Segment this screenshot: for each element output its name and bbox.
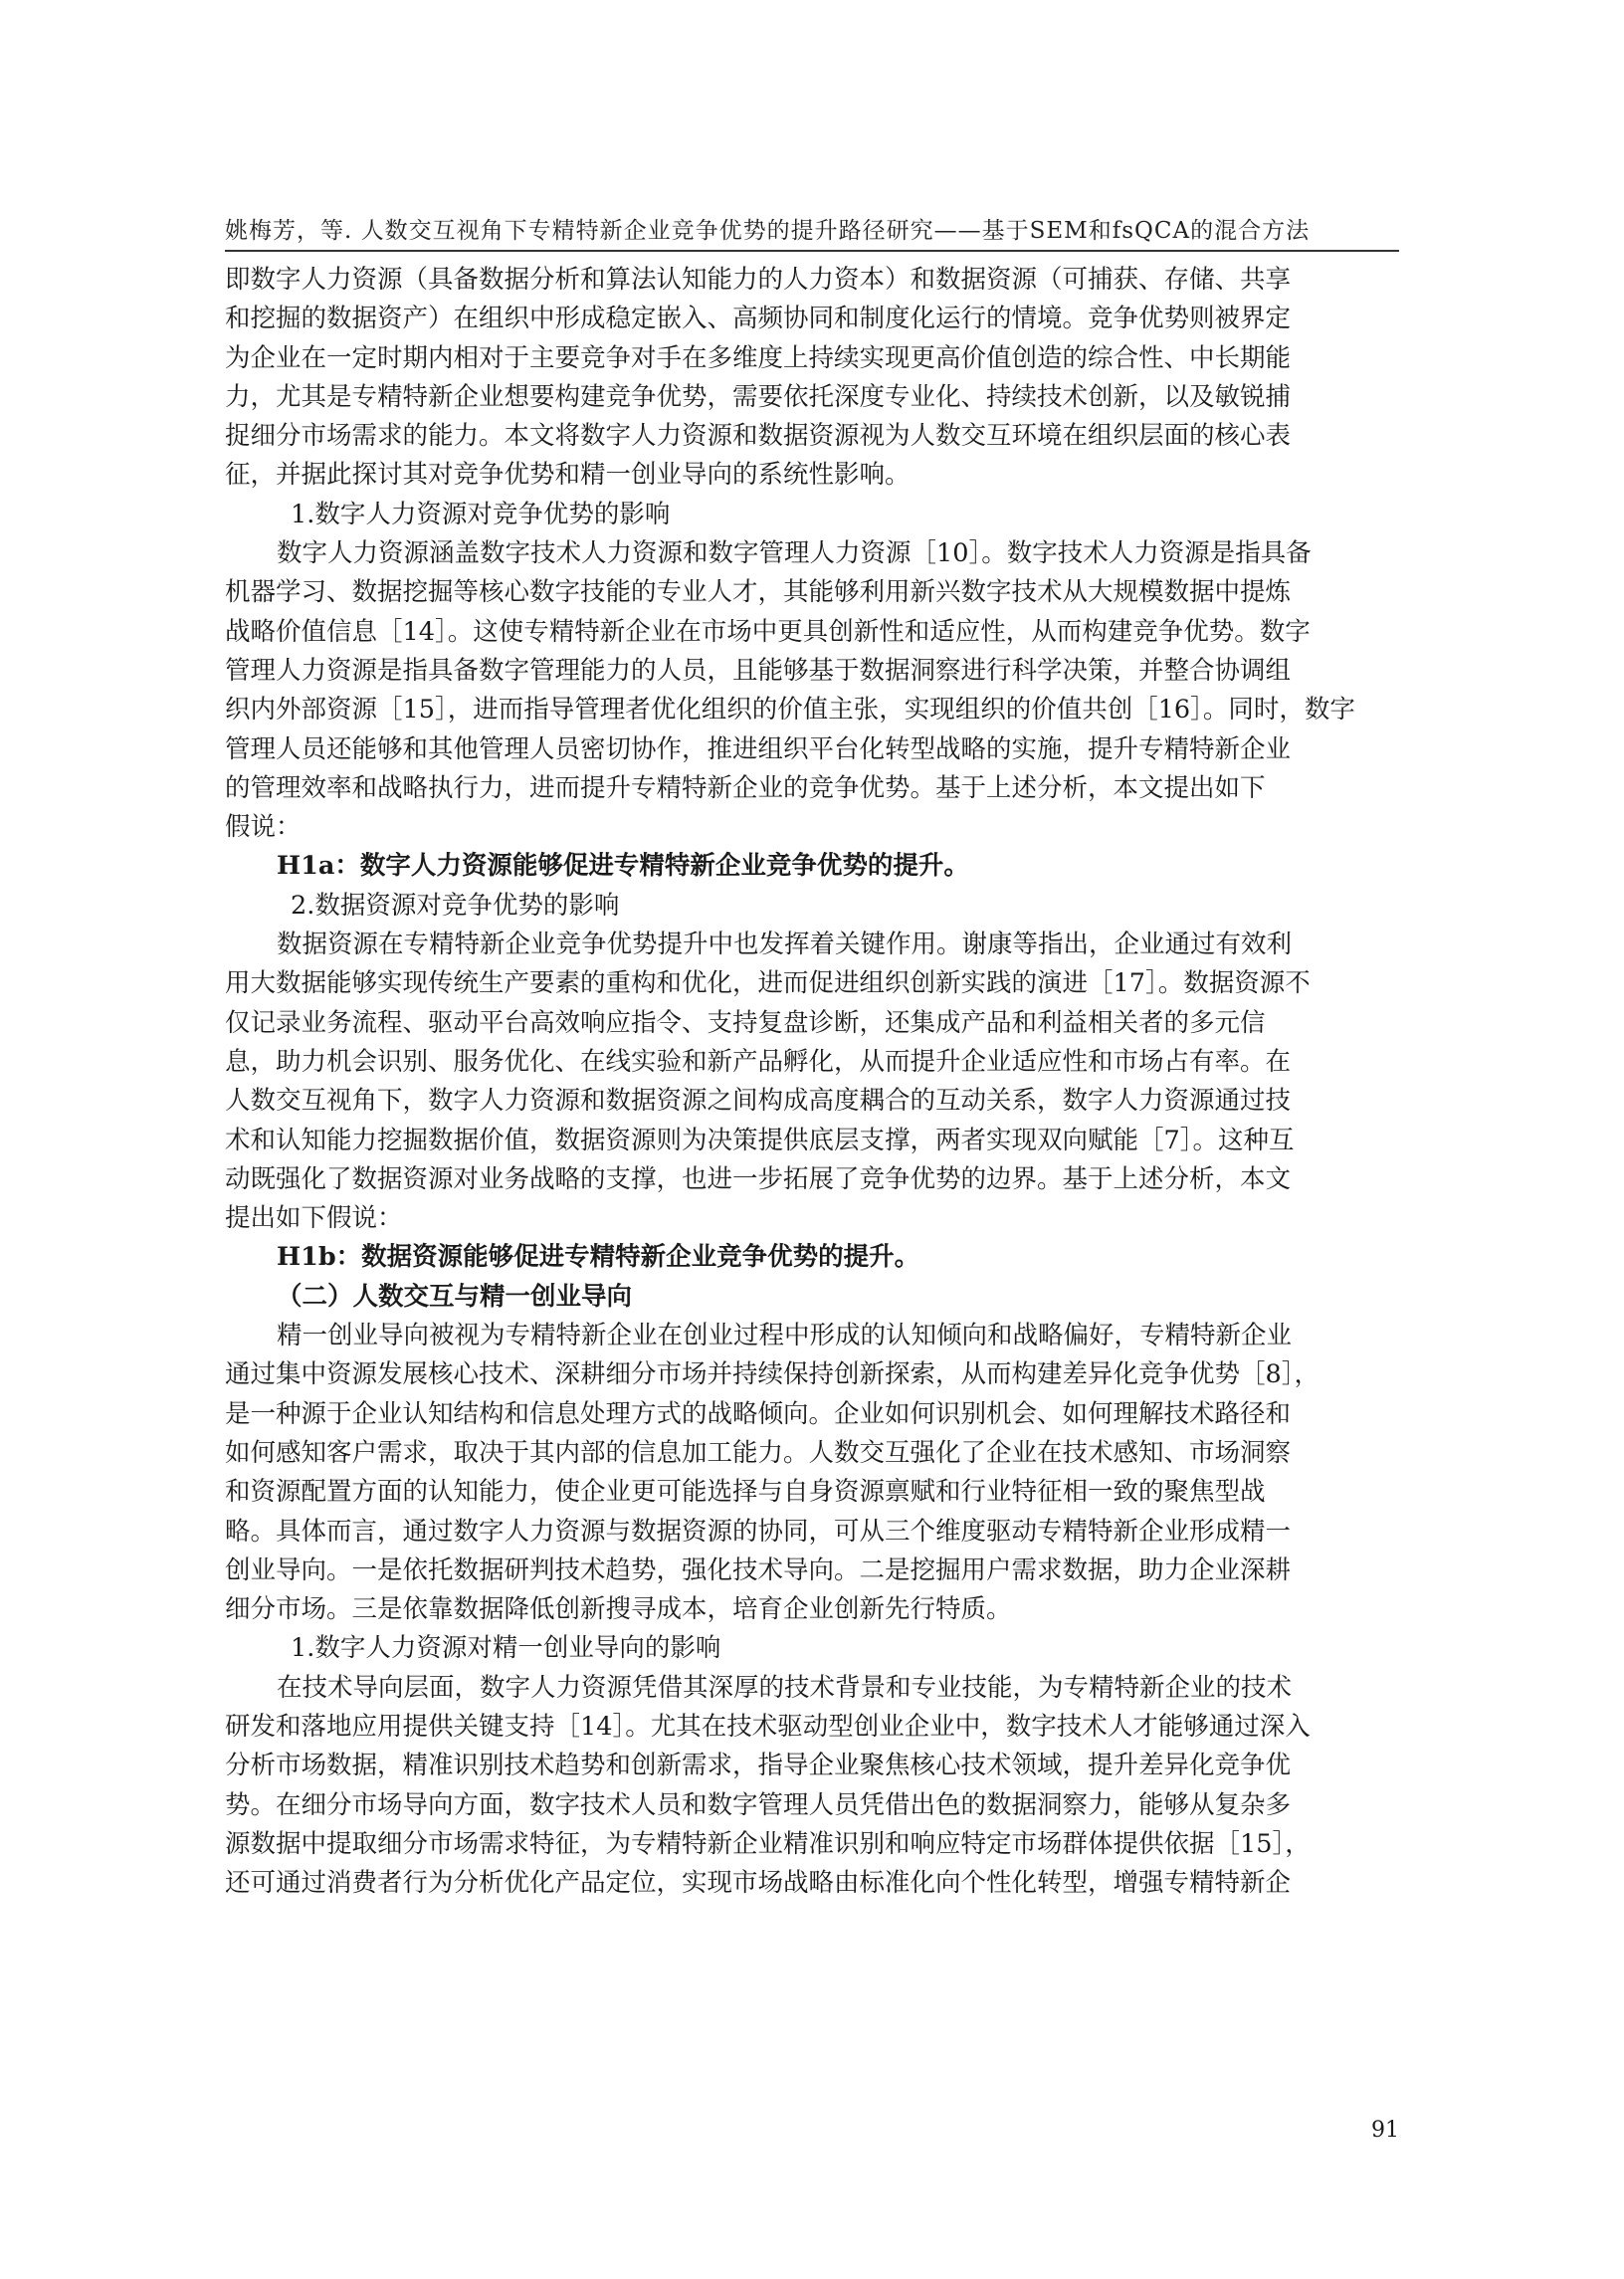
- subsection-heading: 1.数字人力资源对竞争优势的影响: [291, 499, 671, 529]
- text-line: 机器学习、数据挖掘等核心数字技能的专业人才，其能够利用新兴数字技术从大规模数据中提炼: [225, 577, 1292, 608]
- paragraph-first-line: 数据资源在专精特新企业竞争优势提升中也发挥着关键作用。谢康等指出，企业通过有效利: [277, 930, 1293, 960]
- paragraph-first-line: 在技术导向层面，数字人力资源凭借其深厚的技术背景和专业技能，为专精特新企业的技术: [277, 1672, 1293, 1703]
- text-line: 假说：: [225, 812, 302, 843]
- text-line: 和挖掘的数据资产）在组织中形成稳定嵌入、高频协同和制度化运行的情境。竞争优势则被界定: [225, 304, 1292, 334]
- header-rule: [225, 250, 1399, 252]
- text-line: 创业导向。一是依托数据研判技术趋势，强化技术导向。二是挖掘用户需求数据，助力企业深耕: [225, 1554, 1292, 1585]
- text-line: 仅记录业务流程、驱动平台高效响应指令、支持复盘诊断，还集成产品和利益相关者的多元信: [225, 1007, 1266, 1038]
- text-line: 征，并据此探讨其对竞争优势和精一创业导向的系统性影响。: [225, 460, 911, 491]
- text-line: 是一种源于企业认知结构和信息处理方式的战略倾向。企业如何识别机会、如何理解技术路径和: [225, 1398, 1292, 1429]
- text-line: 的管理效率和战略执行力，进而提升专精特新企业的竞争优势。基于上述分析，本文提出如下: [225, 772, 1266, 803]
- text-line: 即数字人力资源（具备数据分析和算法认知能力的人力资本）和数据资源（可捕获、存储、共享: [225, 265, 1292, 295]
- text-line: 源数据中提取细分市场需求特征，为专精特新企业精准识别和响应特定市场群体提供依据［15］，: [225, 1828, 1311, 1859]
- text-line: 势。在细分市场导向方面，数字技术人员和数字管理人员凭借出色的数据洞察力，能够从复杂多: [225, 1789, 1292, 1820]
- text-line: 动既强化了数据资源对业务战略的支撑，也进一步拓展了竞争优势的边界。基于上述分析，本文: [225, 1163, 1292, 1194]
- subsection-heading: 2.数据资源对竞争优势的影响: [291, 890, 620, 921]
- hypothesis-h1a: H1a：数字人力资源能够促进专精特新企业竞争优势的提升。: [277, 851, 969, 882]
- text-line: 用大数据能够实现传统生产要素的重构和优化，进而促进组织创新实践的演进［17］。数据资源不: [225, 968, 1311, 999]
- text-line: 为企业在一定时期内相对于主要竞争对手在多维度上持续实现更高价值创造的综合性、中长期能: [225, 342, 1292, 373]
- text-line: 管理人力资源是指具备数字管理能力的人员，且能够基于数据洞察进行科学决策，并整合协调组: [225, 655, 1292, 686]
- text-line: 分析市场数据，精准识别技术趋势和创新需求，指导企业聚焦核心技术领域，提升差异化竞争优: [225, 1751, 1292, 1781]
- text-line: 织内外部资源［15］，进而指导管理者优化组织的价值主张，实现组织的价值共创［16］。同时，数字: [225, 695, 1355, 725]
- text-line: 力，尤其是专精特新企业想要构建竞争优势，需要依托深度专业化、持续技术创新，以及敏锐捕: [225, 381, 1292, 412]
- text-line: 略。具体而言，通过数字人力资源与数据资源的协同，可从三个维度驱动专精特新企业形成精一: [225, 1516, 1292, 1547]
- text-line: 如何感知客户需求，取决于其内部的信息加工能力。人数交互强化了企业在技术感知、市场洞察: [225, 1437, 1292, 1468]
- text-line: 人数交互视角下，数字人力资源和数据资源之间构成高度耦合的互动关系，数字人力资源通过技: [225, 1086, 1292, 1117]
- text-line: 战略价值信息［14］。这使专精特新企业在市场中更具创新性和适应性，从而构建竞争优势。数字: [225, 616, 1311, 647]
- running-header: 姚梅芳，等. 人数交互视角下专精特新企业竞争优势的提升路径研究——基于SEM和fsQCA的混合方法: [225, 218, 1311, 244]
- text-line: 细分市场。三是依靠数据降低创新搜寻成本，培育企业创新先行特质。: [225, 1594, 1012, 1625]
- page-number: 91: [1371, 2118, 1399, 2143]
- subsection-heading: 1.数字人力资源对精一创业导向的影响: [291, 1633, 721, 1664]
- text-line: 通过集中资源发展核心技术、深耕细分市场并持续保持创新探索，从而构建差异化竞争优势［8］，: [225, 1359, 1320, 1390]
- text-line: 提出如下假说：: [225, 1203, 403, 1234]
- text-line: 还可通过消费者行为分析优化产品定位，实现市场战略由标准化向个性化转型，增强专精特新企: [225, 1868, 1292, 1899]
- text-line: 息，助力机会识别、服务优化、在线实验和新产品孵化，从而提升企业适应性和市场占有率。在: [225, 1046, 1292, 1077]
- paragraph-first-line: 精一创业导向被视为专精特新企业在创业过程中形成的认知倾向和战略偏好，专精特新企业: [277, 1321, 1293, 1351]
- hypothesis-h1b: H1b：数据资源能够促进专精特新企业竞争优势的提升。: [277, 1242, 920, 1273]
- text-line: 和资源配置方面的认知能力，使企业更可能选择与自身资源禀赋和行业特征相一致的聚焦型战: [225, 1477, 1266, 1508]
- paragraph-first-line: 数字人力资源涵盖数字技术人力资源和数字管理人力资源［10］。数字技术人力资源是指具备: [277, 538, 1312, 569]
- text-line: 捉细分市场需求的能力。本文将数字人力资源和数据资源视为人数交互环境在组织层面的核心表: [225, 421, 1292, 452]
- text-line: 研发和落地应用提供关键支持［14］。尤其在技术驱动型创业企业中，数字技术人才能够通过深入: [225, 1711, 1311, 1742]
- text-line: 管理人员还能够和其他管理人员密切协作，推进组织平台化转型战略的实施，提升专精特新企业: [225, 733, 1292, 764]
- text-line: 术和认知能力挖掘数据价值，数据资源则为决策提供底层支撑，两者实现双向赋能［7］。这种互: [225, 1125, 1295, 1155]
- body-text: [225, 261, 1399, 1903]
- section-heading: （二）人数交互与精一创业导向: [277, 1281, 633, 1312]
